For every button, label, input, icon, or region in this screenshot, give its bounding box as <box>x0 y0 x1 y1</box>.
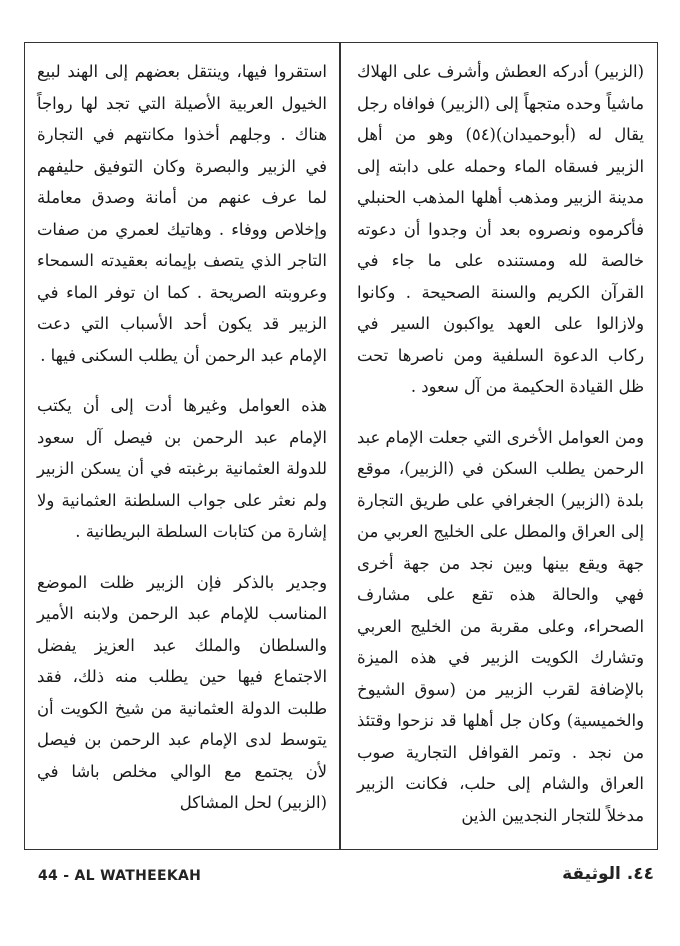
column-divider <box>339 42 341 850</box>
page-number-arabic: ٤٤. الوثيقة <box>562 864 654 884</box>
paragraph: (الزبير) أدركه العطش وأشرف على الهلاك ماشياً وحده متجهاً إلى (الزبير) فوافاه رجل يقال له (أبوحميدان)(٥٤) وهو من أهل الزبير فسقاه الماء وحمله على دابته إلى مدينة الزبير ومذهب أهلها المذهب الحنبلي فأكرموه ونصروه بعد أن وجدوا أن دعوته خالصة لله ومستنده على ما جاء في القرآن الكريم والسنة الصحيحة . وكانوا ولازالوا على العهد يواكبون السير في ركاب الدعوة السلفية ومن ناصرها تحت ظل القيادة الحكيمة من آل سعود . <box>357 62 644 396</box>
paragraph: هذه العوامل وغيرها أدت إلى أن يكتب الإمام عبد الرحمن بن فيصل آل سعود للدولة العثمانية برغبته في أن يسكن الزبير ولم نعثر على جواب السلطنة العثمانية ولا إشارة من كتابات السلطة البريطانية . <box>37 396 327 541</box>
paragraph: وجدير بالذكر فإن الزبير ظلت الموضع المناسب للإمام عبد الرحمن ولابنه الأمير والسلطان والملك عبد العزيز يفضل الاجتماع فيها حين يطلب منه ذلك، فقد طلبت الدولة العثمانية من شيخ الكويت أن يتوسط لدى الإمام عبد الرحمن بن فيصل لأن يجتمع مع الوالي مخلص باشا في (الزبير) لحل المشاكل <box>37 572 327 812</box>
right-text-column <box>357 56 644 831</box>
paragraph: استقروا فيها، وينتقل بعضهم إلى الهند لبيع الخيول العربية الأصيلة التي تجد لها رواجاً هناك . وجلهم أخذوا مكانتهم في التجارة في الزبير والبصرة وكان التوفيق حليفهم لما عرف عنهم من أمانة وصدق معاملة وإخلاص ووفاء . وهاتيك لعمري من صفات التاجر الذي يتصف بإيمانه بعقيدته السمحاء وعروبته الصريحة . كما ان توفر الماء في الزبير قد يكون أحد الأسباب التي دعت الإمام عبد الرحمن أن يطلب السكنى فيها . <box>37 62 327 365</box>
paragraph: ومن العوامل الأخرى التي جعلت الإمام عبد الرحمن يطلب السكن في (الزبير)، موقع بلدة (الزبير) الجغرافي على طريق التجارة إلى العراق والمطل على الخليج العربي من جهة ويقع بينها وبين نجد من جهة أخرى فهي والحالة هذه تقع على مشارف الصحراء، وعلى مقربة من الخليج العربي وتشارك الكويت الزبير في هذه الميزة بالإضافة لقرب الزبير من (سوق الشيوخ والخميسية) وكان جل أهلها قد نزحوا وقتئذ من نجد . وتمر القوافل التجارية صوب العراق والشام إلى حلب، فكانت الزبير مدخلاً للتجار النجديين الذين <box>357 427 644 825</box>
page-number-english: 44 - AL WATHEEKAH <box>38 868 202 884</box>
left-text-column <box>37 56 327 819</box>
